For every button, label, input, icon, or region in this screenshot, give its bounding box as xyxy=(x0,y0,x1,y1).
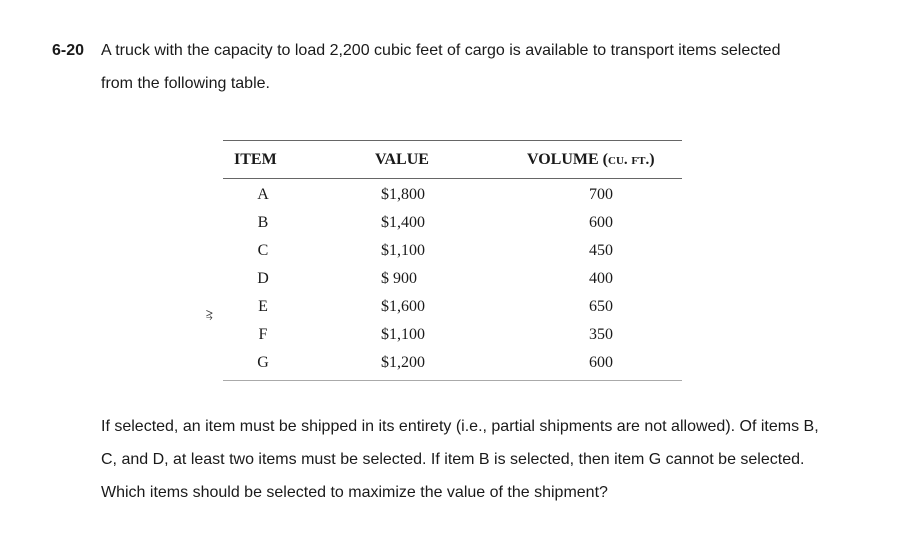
cell-value: $ 900 xyxy=(381,270,417,287)
cell-value: $1,100 xyxy=(381,242,425,259)
cell-value: $1,800 xyxy=(381,186,425,203)
column-header-volume xyxy=(527,151,655,169)
table-body xyxy=(223,184,682,380)
table-row xyxy=(223,240,682,268)
constraints-line-1: If selected, an item must be shipped in its entirety (i.e., partial shipments are not allowed). Of items B, xyxy=(101,418,819,435)
cursor-icon: ⥸ xyxy=(206,307,213,321)
cell-item: F xyxy=(258,326,268,343)
question-line: Which items should be selected to maximize the value of the shipment? xyxy=(101,484,608,501)
cell-item: B xyxy=(257,214,269,231)
cell-volume: 650 xyxy=(589,298,613,315)
volume-header-close: ) xyxy=(649,151,655,168)
cell-volume: 700 xyxy=(589,186,613,203)
problem-statement-line-2: from the following table. xyxy=(101,75,270,92)
constraints-line-2: C, and D, at least two items must be selected. If item B is selected, then item G cannot be selected. xyxy=(101,451,805,468)
table-top-rule xyxy=(223,140,682,141)
table-row xyxy=(223,352,682,380)
cell-item: E xyxy=(258,298,268,315)
cell-volume: 600 xyxy=(589,354,613,371)
table-row xyxy=(223,268,682,296)
cell-value: $1,600 xyxy=(381,298,425,315)
volume-header-label: VOLUME ( xyxy=(527,151,609,168)
cell-volume: 350 xyxy=(589,326,613,343)
problem-number: 6-20 xyxy=(52,42,85,59)
cell-volume: 450 xyxy=(589,242,613,259)
column-header-item: ITEM xyxy=(234,151,277,168)
table-row xyxy=(223,324,682,352)
cell-value: $1,100 xyxy=(381,326,425,343)
cell-value: $1,400 xyxy=(381,214,425,231)
cell-volume: 400 xyxy=(589,270,613,287)
cell-item: D xyxy=(257,270,269,287)
cell-volume: 600 xyxy=(589,214,613,231)
cell-value: $1,200 xyxy=(381,354,425,371)
cell-item: C xyxy=(257,242,269,259)
volume-header-unit: cu. ft. xyxy=(608,152,650,168)
problem-statement-line-1: A truck with the capacity to load 2,200 cubic feet of cargo is available to transport items selected xyxy=(101,42,781,59)
cell-item: A xyxy=(257,186,269,203)
column-header-value: VALUE xyxy=(375,151,429,168)
table-bottom-rule xyxy=(223,380,682,381)
table-row xyxy=(223,184,682,212)
table-header-rule xyxy=(223,178,682,179)
table-row xyxy=(223,212,682,240)
table-row xyxy=(223,296,682,324)
cell-item: G xyxy=(257,354,269,371)
